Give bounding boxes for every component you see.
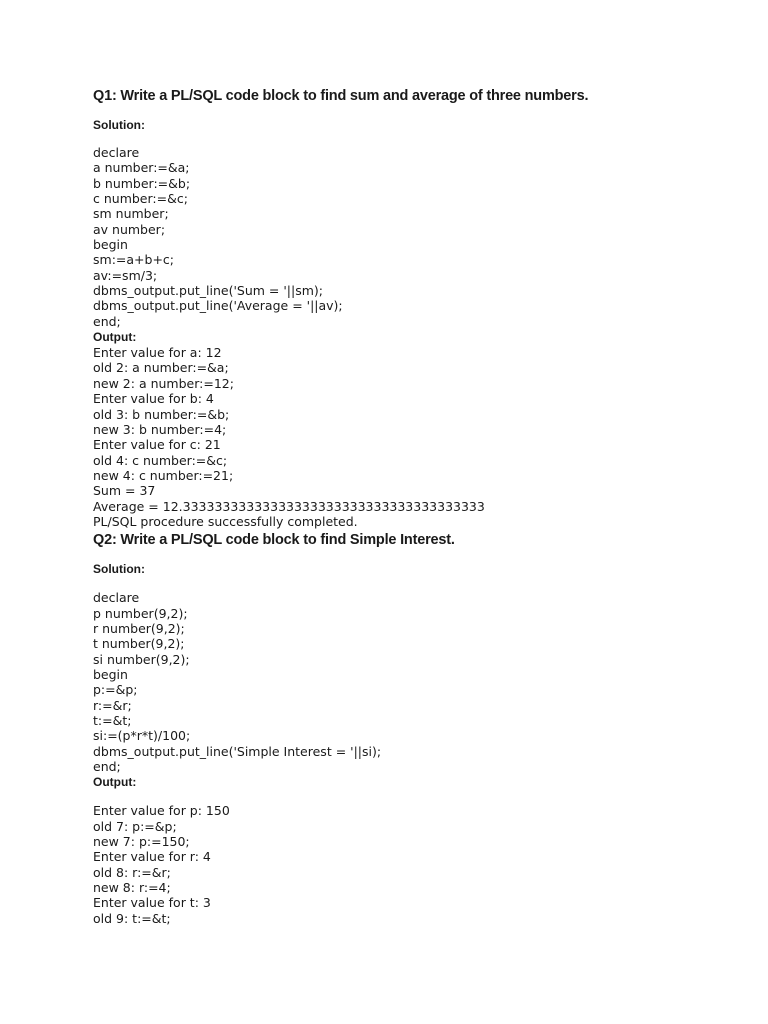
output-line: old 3: b number:=&b; <box>93 406 230 422</box>
code-line: begin <box>93 666 128 682</box>
output-line: Average = 12.33333333333333333333333333333333333333 <box>93 498 485 514</box>
question-1 <box>93 86 733 529</box>
output-line: new 7: p:=150; <box>93 834 190 850</box>
code-line: a number:=&a; <box>93 160 190 176</box>
code-line: dbms_output.put_line('Simple Interest = '||si); <box>93 743 382 759</box>
output-line: old 9: t:=&t; <box>93 910 171 926</box>
code-line: declare <box>93 590 140 606</box>
question-2-title: Q2: Write a PL/SQL code block to find Simple Interest. <box>93 532 455 549</box>
question-1-output-label: Output: <box>93 330 137 345</box>
code-line: av:=sm/3; <box>93 267 158 283</box>
code-line: sm number; <box>93 206 169 222</box>
question-2-code-block <box>93 590 733 774</box>
output-line: Enter value for b: 4 <box>93 391 214 407</box>
output-line: Sum = 37 <box>93 483 156 499</box>
document-page <box>93 86 733 926</box>
output-line: new 4: c number:=21; <box>93 467 234 483</box>
output-line: Enter value for r: 4 <box>93 849 211 865</box>
output-line: Enter value for t: 3 <box>93 895 211 911</box>
output-line: old 7: p:=&p; <box>93 818 177 834</box>
question-2-output-block <box>93 803 733 926</box>
code-line: t number(9,2); <box>93 636 185 652</box>
code-line: c number:=&c; <box>93 191 188 207</box>
code-line: dbms_output.put_line('Sum = '||sm); <box>93 283 323 299</box>
question-1-solution-label: Solution: <box>93 118 145 132</box>
code-line: end; <box>93 313 121 329</box>
question-2 <box>93 530 733 926</box>
code-line: sm:=a+b+c; <box>93 252 174 268</box>
code-line: p number(9,2); <box>93 605 188 621</box>
code-line: r number(9,2); <box>93 620 185 636</box>
code-line: av number; <box>93 221 166 237</box>
output-line: Enter value for a: 12 <box>93 345 222 361</box>
output-line: Enter value for p: 150 <box>93 803 230 819</box>
output-line: old 8: r:=&r; <box>93 864 171 880</box>
question-1-title: Q1: Write a PL/SQL code block to find sum and average of three numbers. <box>93 88 589 104</box>
output-line: new 2: a number:=12; <box>93 375 234 391</box>
question-1-code-block <box>93 145 733 329</box>
output-line: PL/SQL procedure successfully completed. <box>93 513 358 529</box>
code-line: t:=&t; <box>93 713 132 728</box>
question-1-output-block <box>93 345 733 529</box>
output-line: old 4: c number:=&c; <box>93 452 228 468</box>
code-line: p:=&p; <box>93 682 138 698</box>
output-line: new 8: r:=4; <box>93 880 171 896</box>
code-line: b number:=&b; <box>93 175 191 191</box>
code-line: declare <box>93 145 140 160</box>
code-line: begin <box>93 237 128 253</box>
output-line: Enter value for c: 21 <box>93 437 221 453</box>
output-line: old 2: a number:=&a; <box>93 360 229 376</box>
question-2-output-label: Output: <box>93 775 137 790</box>
code-line: si number(9,2); <box>93 651 190 667</box>
question-2-solution-label: Solution: <box>93 562 145 577</box>
output-line: new 3: b number:=4; <box>93 421 227 437</box>
code-line: end; <box>93 759 121 775</box>
code-line: dbms_output.put_line('Average = '||av); <box>93 298 343 314</box>
code-line: si:=(p*r*t)/100; <box>93 728 191 744</box>
code-line: r:=&r; <box>93 697 132 713</box>
